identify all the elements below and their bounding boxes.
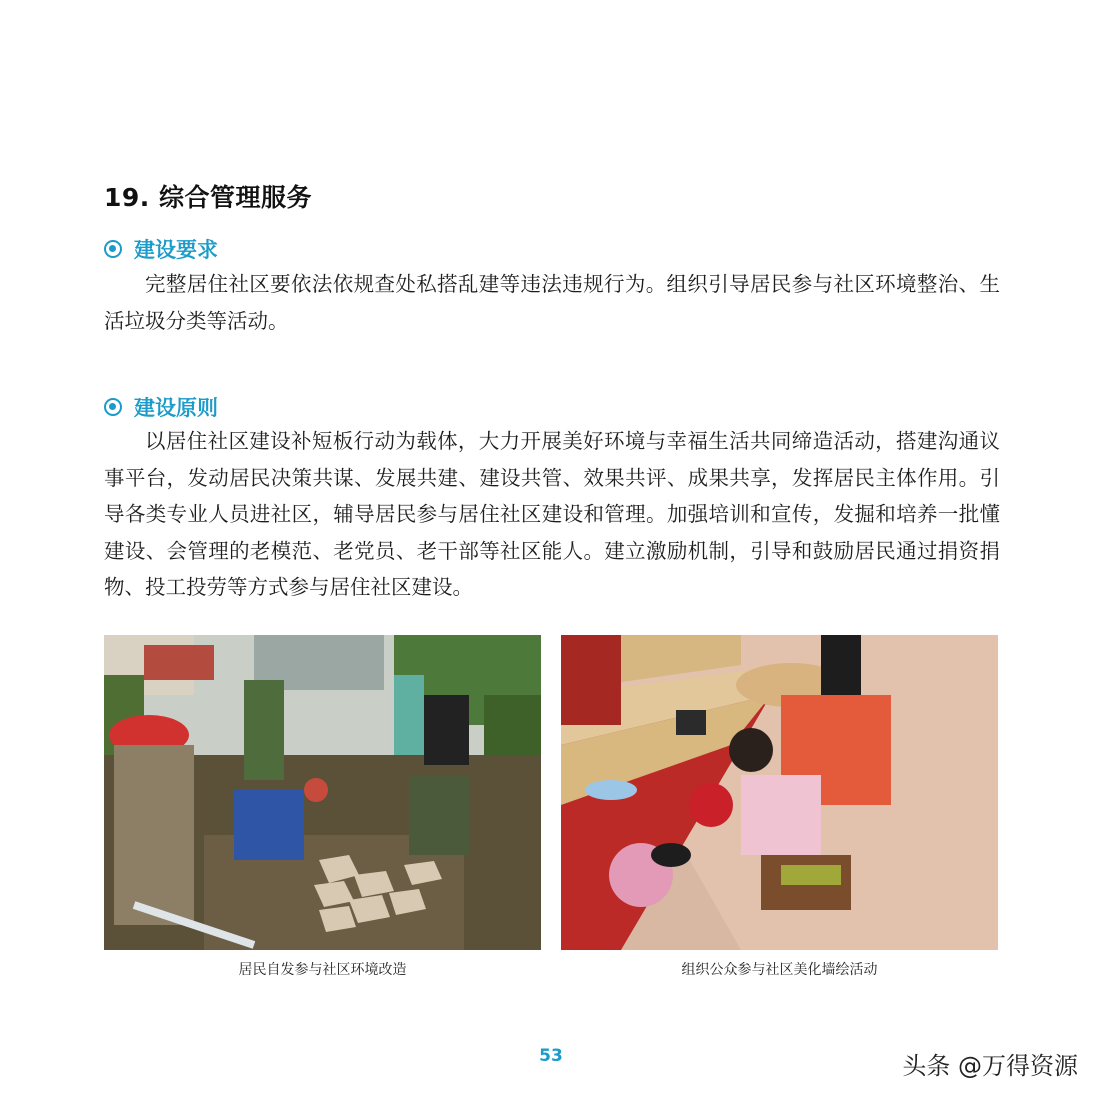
section-body-requirements: 完整居住社区要依法依规查处私搭乱建等违法违规行为。组织引导居民参与社区环境整治、生活垃圾分类等活动。 bbox=[104, 272, 1000, 333]
section-heading-label: 建设要求 bbox=[134, 238, 218, 262]
photo-residents-environment bbox=[104, 635, 541, 950]
section-heading-principles bbox=[104, 392, 218, 422]
page-title: 19. 综合管理服务 bbox=[104, 183, 312, 212]
photo-caption: 居民自发参与社区环境改造 bbox=[238, 962, 407, 978]
photo-caption: 组织公众参与社区美化墙绘活动 bbox=[681, 962, 878, 978]
page-number: 53 bbox=[539, 1046, 563, 1066]
section-body-principles: 以居住社区建设补短板行动为载体，大力开展美好环境与幸福生活共同缔造活动，搭建沟通议事平台，发动居民决策共谋、发展共建、建设共管、效果共评、成果共享，发挥居民主体作用。引导各类专业人员进社区，辅导居民参与居住社区建设和管理。加强培训和宣传，发掘和培养一批懂建设、会管理的老模范、老党员、老干部等社区能人。建立激励机制，引导和鼓励居民通过捐资捐物、投工投劳等方式参与居住社区建设。 bbox=[104, 429, 1000, 599]
circle-bullet-icon bbox=[104, 240, 122, 258]
section-heading-label: 建设原则 bbox=[134, 396, 218, 420]
section-heading-requirements bbox=[104, 234, 218, 264]
watermark: 头条 @万得资源 bbox=[902, 1052, 1078, 1080]
circle-bullet-icon bbox=[104, 398, 122, 416]
photo-wall-painting bbox=[561, 635, 998, 950]
